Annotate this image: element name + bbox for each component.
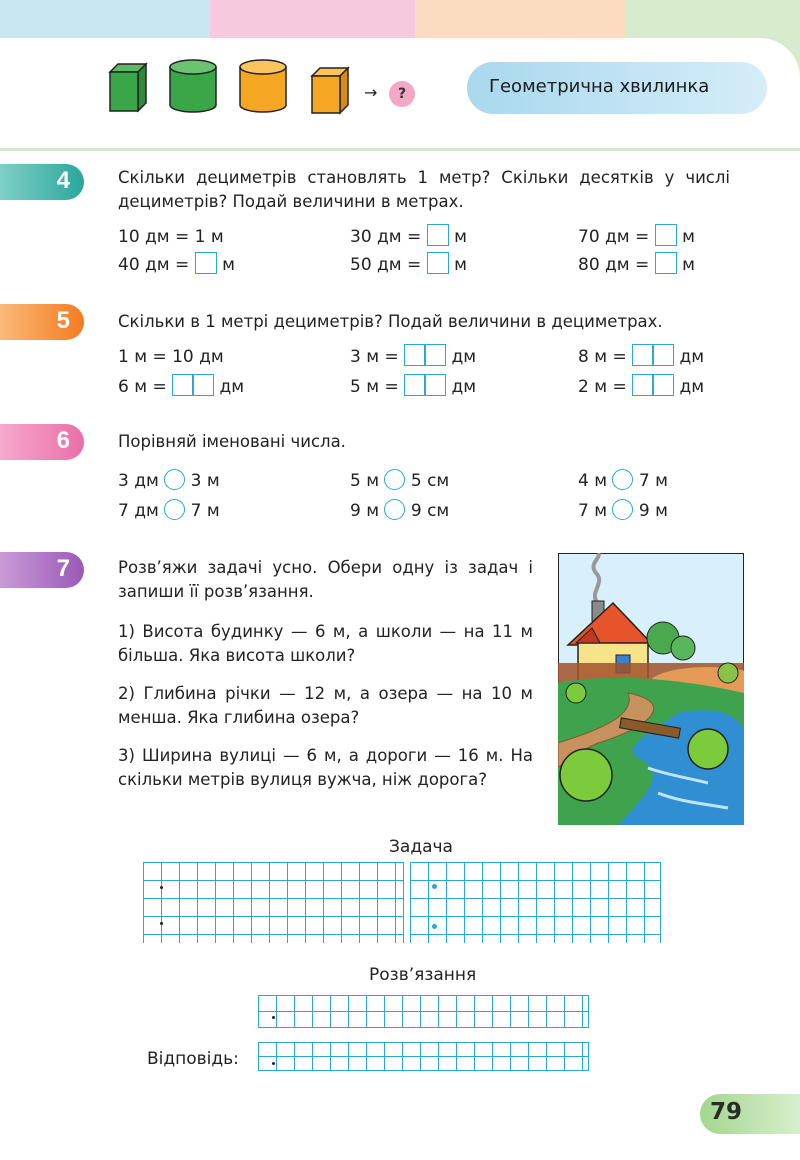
- task-6-row-2-b: 9 м 9 см: [350, 501, 450, 521]
- answer-box[interactable]: [172, 374, 214, 396]
- task-4-number: 4: [56, 167, 70, 194]
- answer-box[interactable]: [632, 374, 674, 396]
- solution-grid[interactable]: [258, 995, 589, 1028]
- compare-circle[interactable]: [612, 499, 633, 520]
- task-4-row-2-c: 80 дм = м: [578, 252, 695, 278]
- section-title-pill: [467, 62, 767, 114]
- answer-grid[interactable]: [258, 1042, 589, 1071]
- answer-box[interactable]: [427, 252, 449, 274]
- problem-2: 2) Глибина річки — 12 м, а озера — на 10 м менша. Яка глибина озера?: [118, 684, 533, 727]
- compare-circle[interactable]: [164, 499, 185, 520]
- task-5-row-1-c: 8 м = дм: [578, 344, 704, 370]
- task-5-text: Скільки в 1 метрі дециметрів? Подай величини в дециметрах.: [118, 312, 663, 331]
- task-grid-left[interactable]: [143, 862, 404, 943]
- answer-box[interactable]: [404, 344, 446, 366]
- task-5-row-1-b: 3 м = дм: [350, 344, 476, 370]
- header-divider: [0, 148, 800, 151]
- task-7-text: Розв’яжи задачі усно. Обери одну із задач і запиши її розв’язання.: [118, 558, 533, 601]
- task-4-row-1-c: 70 дм = м: [578, 224, 695, 250]
- top-band-peach: [415, 0, 625, 40]
- page-number-bar: [700, 1094, 800, 1134]
- margin-dot: [432, 924, 437, 929]
- task-6-text: Порівняй іменовані числа.: [118, 432, 346, 451]
- task-4-row-1: 10 дм = 1 м: [118, 227, 224, 247]
- problem-1: 1) Висота будинку — 6 м, а школи — на 11 м більша. Яка висота школи?: [118, 622, 533, 665]
- task-6-number: 6: [56, 427, 70, 454]
- task-5-number: 5: [56, 307, 70, 334]
- top-band-pink: [210, 0, 415, 40]
- compare-circle[interactable]: [384, 469, 405, 490]
- green-cube-icon: [110, 64, 146, 111]
- answer-box[interactable]: [427, 224, 449, 246]
- question-bubble: ?: [389, 81, 415, 107]
- section-title: Геометрична хвилинка: [489, 76, 710, 97]
- task-5-row-2-c: 2 м = дм: [578, 374, 704, 400]
- margin-dot: [272, 1016, 275, 1019]
- answer-box[interactable]: [632, 344, 674, 366]
- task-6-row-1-c: 4 м 7 м: [578, 471, 668, 491]
- task-6-row-1-b: 5 м 5 см: [350, 471, 450, 491]
- compare-circle[interactable]: [384, 499, 405, 520]
- task-label: Задача: [389, 837, 453, 857]
- answer-box[interactable]: [655, 252, 677, 274]
- task-4-tab: [0, 164, 84, 200]
- task-4-row-2-b: 50 дм = м: [350, 252, 467, 278]
- task-4-row-2-a: 40 дм = м: [118, 252, 235, 278]
- answer-label: Відповідь:: [147, 1049, 239, 1069]
- compare-circle[interactable]: [612, 469, 633, 490]
- task-7-tab: [0, 552, 84, 588]
- task-7-number: 7: [56, 555, 70, 582]
- shapes-sequence: [100, 50, 400, 120]
- solution-label: Розв’язання: [369, 965, 477, 985]
- orange-cylinder-icon: [240, 60, 286, 112]
- green-cylinder-icon: [170, 60, 216, 112]
- margin-dot: [432, 884, 437, 889]
- margin-dot: [160, 886, 163, 889]
- margin-dot: [160, 922, 163, 925]
- task-6-row-1-a: 3 дм 3 м: [118, 471, 220, 491]
- top-band-green: [625, 0, 800, 40]
- margin-dot: [272, 1062, 275, 1065]
- task-5-row-1-a: 1 м = 10 дм: [118, 347, 224, 367]
- task-6-row-2-c: 7 м 9 м: [578, 501, 668, 521]
- page-number: 79: [710, 1099, 743, 1125]
- answer-box[interactable]: [195, 252, 217, 274]
- village-house-illustration: [558, 553, 744, 825]
- task-5-row-2-a: 6 м = дм: [118, 374, 244, 400]
- task-5-tab: [0, 304, 84, 340]
- task-4-row-1-b: 30 дм = м: [350, 224, 467, 250]
- problem-3: 3) Ширина вулиці — 6 м, а дороги — 16 м. На скільки метрів вулиця вужча, ніж дорога?: [118, 746, 533, 789]
- task-4-text: Скільки дециметрів становлять 1 метр? Скільки десятків у числі дециметрів? Подай величини в метрах.: [118, 168, 730, 211]
- arrow-icon: →: [364, 83, 378, 102]
- answer-box[interactable]: [404, 374, 446, 396]
- orange-cube-icon: [312, 68, 348, 113]
- compare-circle[interactable]: [164, 469, 185, 490]
- answer-box[interactable]: [655, 224, 677, 246]
- task-5-row-2-b: 5 м = дм: [350, 374, 476, 400]
- task-6-row-2-a: 7 дм 7 м: [118, 501, 220, 521]
- task-6-tab: [0, 424, 84, 460]
- task-grid-right[interactable]: [410, 862, 661, 943]
- top-band-blue: [0, 0, 210, 40]
